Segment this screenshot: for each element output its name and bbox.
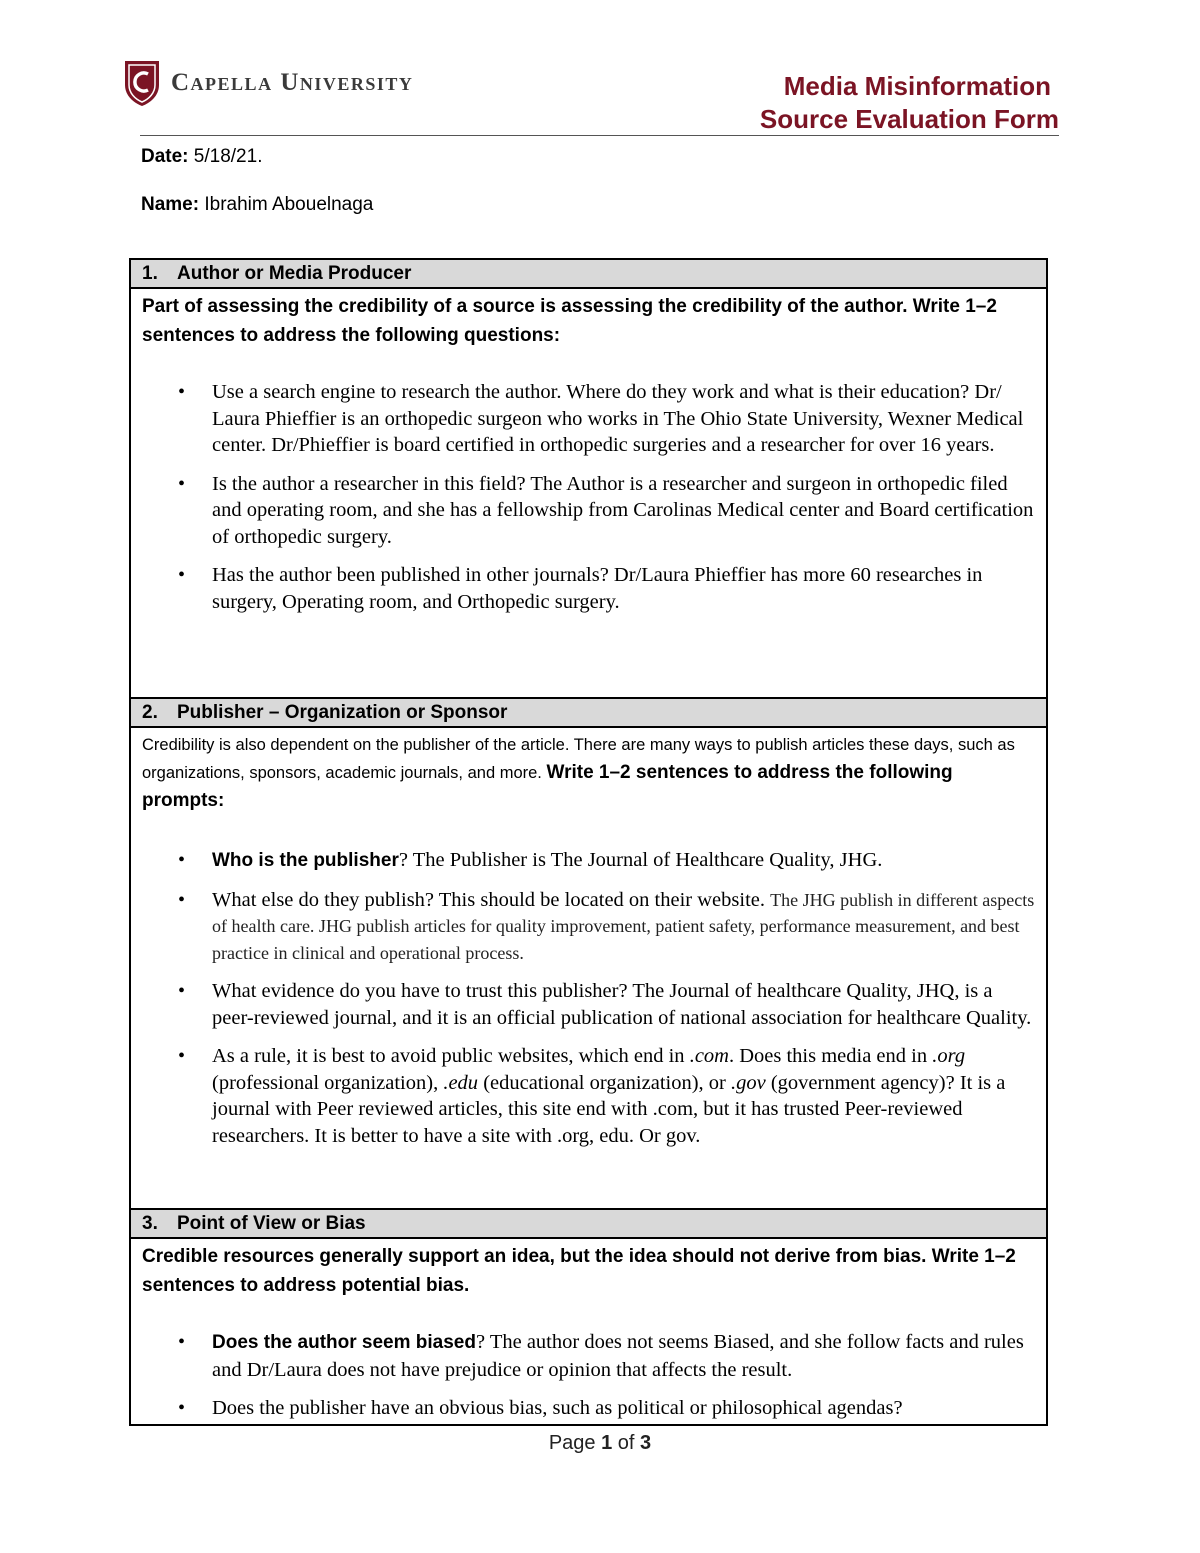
logo-wordmark: Capella University <box>171 69 414 96</box>
list-item: • Has the author been published in other journals? Dr/Laura Phieffier has more 60 researches in surgery, Operating room, and Orthopedic surgery. <box>178 564 983 613</box>
list-item: • What evidence do you have to trust this publisher? The Journal of healthcare Quality, JHQ, is a peer-reviewed journal, and it is an official publication of national association for healthcare Quality. <box>178 980 1032 1029</box>
section-1-prompt: Part of assessing the credibility of a source is assessing the credibility of the author. Write 1–2 sentences to address the following questions: <box>142 296 997 346</box>
page-footer: Page 1 of 3 <box>548 1432 652 1454</box>
title-line-1: Media Misinformation <box>783 71 1051 101</box>
name-value: Ibrahim Abouelnaga <box>204 194 374 215</box>
list-item: • Who is the publisher? The Publisher is The Journal of Healthcare Quality, JHG. <box>178 849 883 871</box>
page-current: 1 <box>601 1432 613 1454</box>
section-3-body <box>130 1238 1047 1425</box>
university-logo <box>123 58 413 108</box>
section-2-title: Publisher – Organization or Sponsor <box>177 702 508 723</box>
date-value: 5/18/21. <box>193 146 263 167</box>
section-1-header: 1. Author or Media Producer <box>130 259 1047 288</box>
list-item: • As a rule, it is best to avoid public websites, which end in .com. Does this media end in .org (professional organization), .edu (educational organization), or .gov (government agency)? It is a journal with Peer reviewed articles, this site end with .com, but it has trusted Peer-reviewed researchers. It is better to have a site with .org, edu. Or gov. <box>178 1045 1006 1147</box>
section-2-header: 2. Publisher – Organization or Sponsor <box>130 698 1047 727</box>
list-item: • Does the author seem biased? The author does not seems Biased, and she follow facts and rules and Dr/Laura does not have prejudice or opinion that affects the result. <box>178 1331 1024 1381</box>
name-line <box>141 194 373 216</box>
list-item: • Does the publisher have an obvious bias, such as political or philosophical agendas? <box>178 1397 903 1419</box>
section-1-title: Author or Media Producer <box>177 263 412 284</box>
date-label: Date: <box>141 146 189 167</box>
name-label: Name: <box>141 194 200 215</box>
document-title <box>760 70 1059 136</box>
header-divider <box>140 135 1059 136</box>
shield-icon <box>123 59 161 107</box>
section-3-prompt: Credible resources generally support an idea, but the idea should not derive from bias. Write 1–2 sentences to address potential bias. <box>142 1246 1016 1296</box>
section-2-body <box>130 727 1047 1209</box>
list-item: • Is the author a researcher in this field? The Author is a researcher and surgeon in orthopedic filed and operating room, and she has a fellowship from Carolinas Medical center and Board certification of orthopedic surgery. <box>178 472 1034 548</box>
list-item: • Use a search engine to research the author. Where do they work and what is their education? Dr/ Laura Phieffier is an orthopedic surgeon who works in The Ohio State University, Wexner Medical center. Dr/Phieffier is board certified in orthopedic surgeries and a researcher for over 16 years. <box>178 381 1024 456</box>
list-item: • What else do they publish? This should be located on their website. The JHG publish in different aspects of health care. JHG publish articles for quality improvement, patient safety, performance measurement, and best practice in clinical and operational process. <box>178 888 1035 963</box>
page-total: 3 <box>640 1432 652 1454</box>
date-line <box>141 146 262 168</box>
section-3-title: Point of View or Bias <box>177 1213 366 1234</box>
section-3-header: 3. Point of View or Bias <box>130 1209 1047 1238</box>
section-2-prompt: Credibility is also dependent on the publisher of the article. There are many ways to publish articles these days, such as organizations, sponsors, academic journals, and more. Write 1–2 sentences to address the following prompts: <box>142 736 1015 811</box>
title-line-2: Source Evaluation Form <box>759 104 1059 134</box>
section-1-body <box>130 288 1047 698</box>
evaluation-table <box>129 258 1048 1426</box>
